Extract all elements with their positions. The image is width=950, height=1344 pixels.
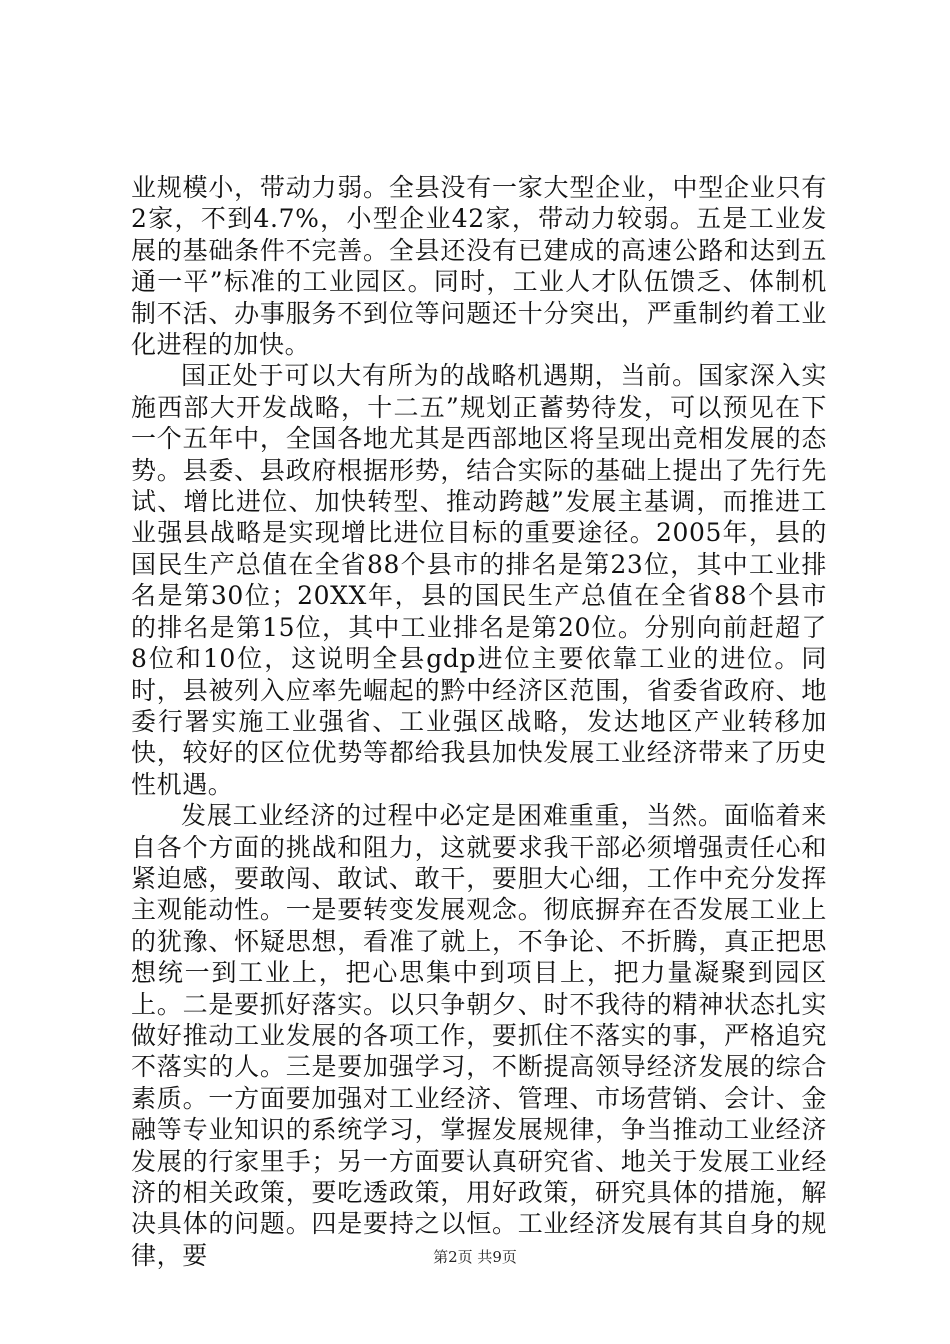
page-number-footer: 第2页 共9页 [433, 1248, 517, 1266]
document-body [131, 172, 827, 1271]
paragraph-continued: 业规模小，带动力弱。全县没有一家大型企业，中型企业只有2家，不到4.7%，小型企业42家，带动力较弱。五是工业发展的基础条件不完善。全县还没有已建成的高速公路和达到五通一平”标准的工业园区。同时，工业人才队伍馈乏、体制机制不活、办事服务不到位等问题还十分突出，严重制约着工业化进程的加快。 [131, 173, 827, 360]
paragraph-challenges: 发展工业经济的过程中必定是困难重重，当然。面临着来自各个方面的挑战和阻力，这就要求我干部必须增强责任心和紧迫感，要敢闯、敢试、敢干，要胆大心细，工作中充分发挥主观能动性。一是要转变发展观念。彻底摒弃在否发展工业上的犹豫、怀疑思想，看准了就上，不争论、不折腾，真正把思想统一到工业上，把心思集中到项目上，把力量凝聚到园区上。二是要抓好落实。以只争朝夕、时不我待的精神状态扎实做好推动工业发展的各项工作，要抓住不落实的事，严格追究不落实的人。三是要加强学习，不断提高领导经济发展的综合素质。一方面要加强对工业经济、管理、市场营销、会计、金融等专业知识的系统学习，掌握发展规律，争当推动工业经济发展的行家里手；另一方面要认真研究省、地关于发展工业经济的相关政策，要吃透政策，用好政策，研究具体的措施，解决具体的问题。四是要持之以恒。工业经济发展有其自身的规律，要 [131, 801, 827, 1270]
paragraph-strategic-opportunity: 国正处于可以大有所为的战略机遇期，当前。国家深入实施西部大开发战略，十二五”规划正蓄势待发，可以预见在下一个五年中，全国各地尤其是西部地区将呈现出竞相发展的态势。县委、县政府根据形势，结合实际的基础上提出了先行先试、增比进位、加快转型、推动跨越”发展主基调，而推进工业强县战略是实现增比进位目标的重要途径。2005年，县的国民生产总值在全省88个县市的排名是第23位，其中工业排名是第30位；20XX年，县的国民生产总值在全省88个县市的排名是第15位，其中工业排名是第20位。分别向前赶超了8位和10位，这说明全县gdp进位主要依靠工业的进位。同时，县被列入应率先崛起的黔中经济区范围，省委省政府、地委行署实施工业强省、工业强区战略，发达地区产业转移加快，较好的区位优势等都给我县加快发展工业经济带来了历史性机遇。 [131, 361, 827, 799]
